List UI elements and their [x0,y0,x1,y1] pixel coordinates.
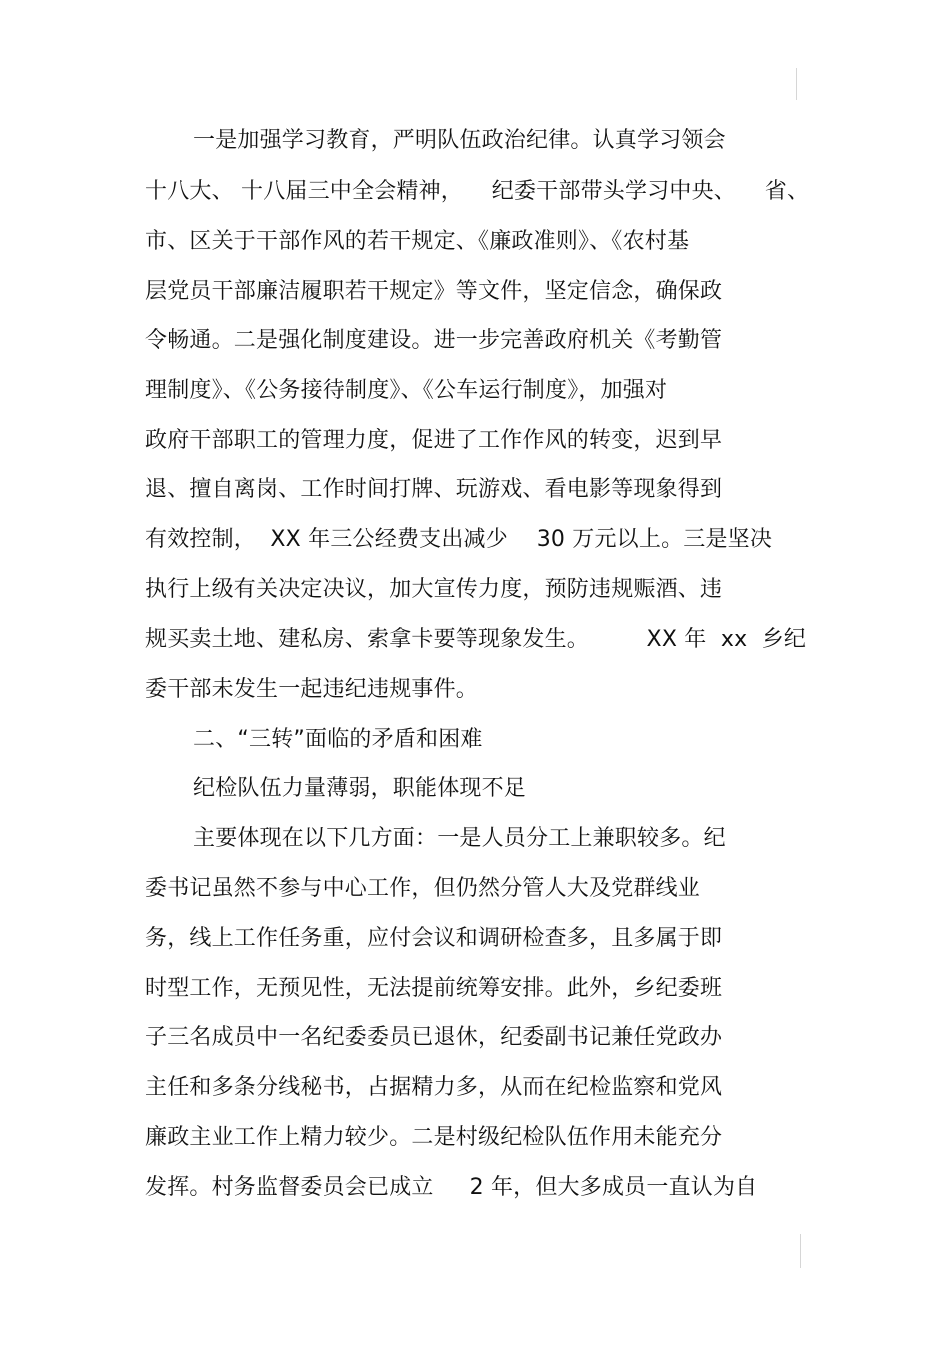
subsection-heading: 纪检队伍力量薄弱，职能体现不足 [193,776,527,801]
paragraph-line: 子三名成员中一名纪委委员已退休，纪委副书记兼任党政办 [145,1025,723,1050]
paragraph-line: 一是加强学习教育，严明队伍政治纪律。认真学习领会 [193,128,726,153]
page-edge-mark-top [796,68,797,100]
section-heading: 二、“三转”面临的矛盾和困难 [193,727,483,752]
paragraph-line: 发挥。村务监督委员会已成立 2 年，但大多成员一直认为自 [145,1175,758,1200]
paragraph-line: 退、擅自离岗、工作时间打牌、玩游戏、看电影等现象得到 [145,477,723,502]
paragraph-line: 务，线上工作任务重，应付会议和调研检查多，且多属于即 [145,926,723,951]
paragraph-line: 十八大、 十八届三中全会精神， 纪委干部带头学习中央、 省、 [145,179,810,204]
paragraph-line: 廉政主业工作上精力较少。二是村级纪检队伍作用未能充分 [145,1125,723,1150]
paragraph-line: 执行上级有关决定决议，加大宣传力度，预防违规赈酒、违 [145,577,723,602]
paragraph-line: 规买卖土地、建私房、索拿卡要等现象发生。 XX 年 xx 乡纪 [145,627,807,652]
paragraph-line: 理制度》、《公务接待制度》、《公车运行制度》，加强对 [145,378,668,403]
paragraph-line: 市、区关于干部作风的若干规定、《廉政准则》、《农村基 [145,229,690,254]
paragraph-line: 有效控制， XX 年三公经费支出减少 30 万元以上。三是坚决 [145,527,773,552]
paragraph-line: 主要体现在以下几方面：一是人员分工上兼职较多。纪 [193,826,726,851]
page-edge-mark-bottom [800,1234,801,1268]
paragraph-line: 层党员干部廉洁履职若干规定》等文件，坚定信念，确保政 [145,279,723,304]
paragraph-line: 令畅通。二是强化制度建设。进一步完善政府机关《考勤管 [145,328,723,353]
paragraph-line: 委书记虽然不参与中心工作，但仍然分管人大及党群线业 [145,876,701,901]
paragraph-line: 主任和多条分线秘书，占据精力多，从而在纪检监察和党风 [145,1075,723,1100]
paragraph-line: 委干部未发生一起违纪违规事件。 [145,677,479,702]
paragraph-line: 时型工作，无预见性，无法提前统筹安排。此外，乡纪委班 [145,976,723,1001]
paragraph-line: 政府干部职工的管理力度，促进了工作作风的转变，迟到早 [145,428,723,453]
